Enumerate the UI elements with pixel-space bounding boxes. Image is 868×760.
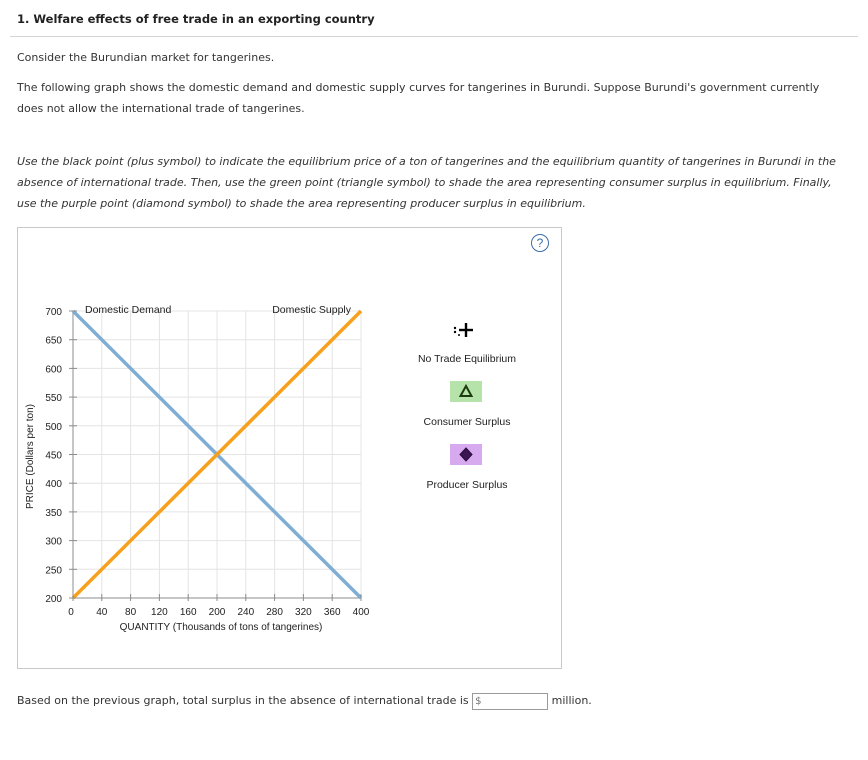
x-tick-label: 120 — [151, 607, 168, 618]
x-tick-label: 360 — [323, 607, 341, 618]
plus-icon — [450, 320, 482, 340]
x-axis-label: QUANTITY (Thousands of tons of tangerines) — [119, 622, 323, 633]
diamond-icon — [450, 444, 482, 465]
answer-suffix: million. — [551, 694, 592, 707]
supply-curve-label: Domestic Supply — [272, 304, 351, 316]
description-text: The following graph shows the domestic demand and domestic supply curves for tangerines in Burundi. Suppose Burundi's government currently does not allow the international trade of tangerines. — [17, 81, 820, 115]
x-tick-label: 400 — [352, 607, 370, 618]
y-tick-label: 700 — [45, 307, 62, 318]
answer-row — [17, 690, 592, 712]
triangle-icon — [450, 381, 482, 402]
x-tick-label: 320 — [295, 607, 312, 618]
x-tick-label: 280 — [266, 607, 283, 618]
graph-panel[interactable] — [17, 227, 562, 669]
help-icon[interactable]: ? — [531, 234, 549, 252]
y-tick-label: 500 — [45, 421, 62, 433]
total-surplus-input[interactable] — [472, 693, 548, 710]
no-trade-equilibrium-tool[interactable] — [450, 320, 482, 340]
y-tick-label: 650 — [45, 335, 62, 347]
consumer-surplus-label: Consumer Surplus — [423, 416, 511, 428]
x-tick-label: 240 — [237, 607, 255, 618]
demand-curve-label: Domestic Demand — [85, 304, 172, 316]
y-tick-label: 600 — [45, 364, 62, 376]
x-tick-label: 80 — [125, 607, 137, 618]
y-tick-label: 450 — [45, 450, 62, 462]
y-tick-label: 550 — [45, 393, 62, 405]
x-tick-label: 160 — [179, 607, 197, 618]
answer-prefix: Based on the previous graph, total surplus in the absence of international trade is — [17, 694, 469, 707]
money-field — [472, 690, 548, 712]
instructions-text: Use the black point (plus symbol) to indicate the equilibrium price of a ton of tangerines and the equilibrium quantity of tangerines in Burundi in the absence of international trade. Then, use the green point (triangle symbol) to shade the area representing consumer surplus in equilibrium. Finally, use the purple point (diamond symbol) to shade the area representing producer surplus in equilibrium. — [17, 155, 836, 210]
x-tick-label: 0 — [68, 607, 74, 618]
question-title: 1. Welfare effects of free trade in an exporting country — [17, 12, 375, 26]
y-tick-label: 400 — [45, 479, 62, 491]
y-axis-label: PRICE (Dollars per ton) — [25, 403, 36, 510]
producer-surplus-tool[interactable] — [450, 444, 482, 465]
y-tick-label: 200 — [45, 594, 62, 605]
x-tick-label: 200 — [208, 607, 226, 618]
no-trade-equilibrium-label: No Trade Equilibrium — [417, 353, 517, 365]
consumer-surplus-tool[interactable] — [450, 381, 482, 402]
y-tick-label: 300 — [45, 536, 62, 548]
divider — [10, 36, 858, 37]
y-tick-label: 350 — [45, 507, 62, 519]
y-tick-label: 250 — [45, 565, 62, 577]
producer-surplus-label: Producer Surplus — [426, 479, 508, 491]
intro-text: Consider the Burundian market for tangerines. — [17, 51, 275, 64]
x-tick-label: 40 — [96, 607, 108, 618]
